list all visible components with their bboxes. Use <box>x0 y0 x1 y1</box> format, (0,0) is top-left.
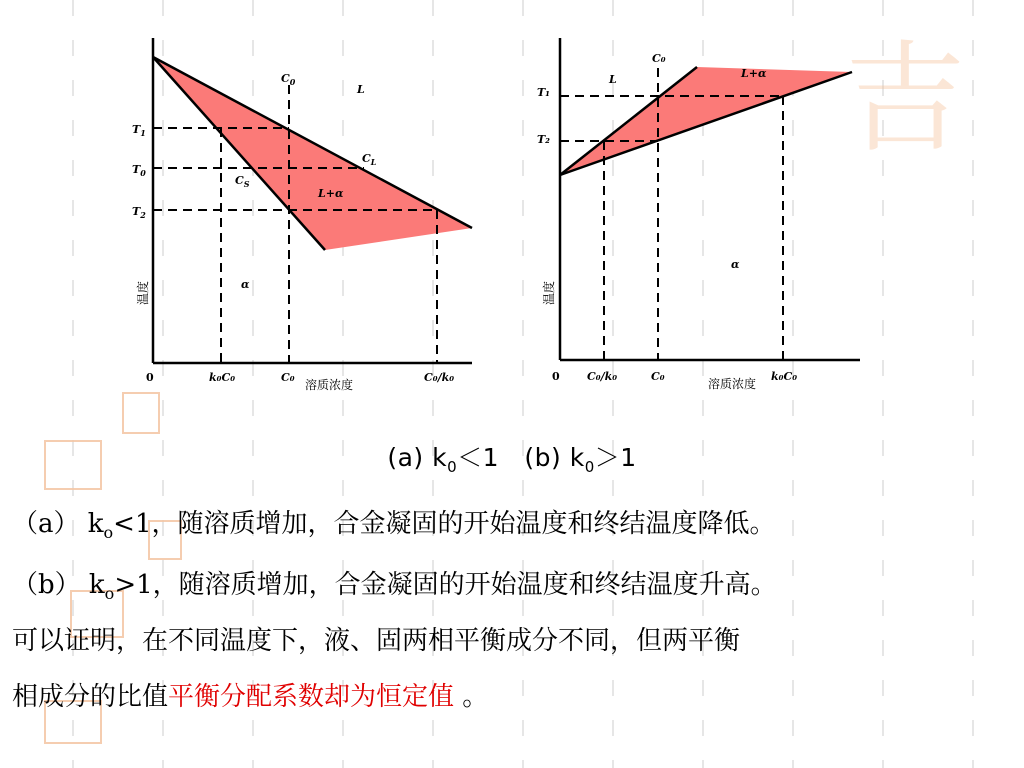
line1-prefix: （a） k <box>12 509 104 539</box>
body-line-2 <box>12 564 1012 603</box>
line4-text: 相成分的比值 <box>12 682 169 712</box>
left-label-alpha: α <box>241 278 250 291</box>
left-y-axis-label: 温度 <box>136 280 150 305</box>
right-label-alpha: α <box>731 258 740 271</box>
right-label-c0-top: C₀ <box>652 52 666 65</box>
left-x-tick-C0: C₀ <box>281 371 295 384</box>
left-phase-diagram <box>132 38 472 392</box>
left-label-two-phase: L+α <box>318 187 344 200</box>
right-label-L: L <box>609 73 617 86</box>
left-label-CS: $C_S$ <box>235 174 250 189</box>
figure-caption <box>0 438 1024 476</box>
left-x-axis-label: 溶质浓度 <box>305 378 354 392</box>
caption-a-prefix: (a) k <box>387 443 448 472</box>
line2-sub: o <box>104 584 115 604</box>
left-label-T1: $T_1$ <box>132 123 146 138</box>
left-x-tick-k0C0: k₀C₀ <box>209 371 236 384</box>
caption-a-suffix: ＜1 <box>457 443 500 472</box>
watermark-logo-top-right: 吉 <box>845 30 965 169</box>
right-label-two-phase: L+α <box>741 67 767 80</box>
left-label-L: L <box>357 83 365 96</box>
right-phase-diagram <box>537 38 860 391</box>
line1-text: ，随溶质增加，合金凝固的开始温度和终结温度降低。 <box>151 509 776 539</box>
right-label-T1: T₁ <box>537 86 551 99</box>
left-label-c0-top: $C_0$ <box>281 72 296 87</box>
caption-b-sub: 0 <box>584 458 595 476</box>
line1-rel: <1 <box>113 509 152 539</box>
line2-text: ，随溶质增加，合金凝固的开始温度和终结温度升高。 <box>152 570 777 600</box>
right-x-axis-label: 溶质浓度 <box>708 377 757 391</box>
body-line-4 <box>12 676 1012 713</box>
left-label-CL: $C_L$ <box>362 152 377 167</box>
line4-end: 。 <box>454 682 489 712</box>
line2-rel: >1 <box>114 570 153 600</box>
body-line-1 <box>12 503 1012 542</box>
right-x-tick-C0: C₀ <box>651 370 665 383</box>
left-x-origin: 0 <box>146 371 154 384</box>
right-x-tick-k0C0: k₀C₀ <box>771 370 798 383</box>
left-label-T0: $T_0$ <box>132 163 146 178</box>
line2-prefix: （b） k <box>12 570 105 600</box>
caption-b-suffix: ＞1 <box>594 443 637 472</box>
right-x-tick-C0k0: C₀/k₀ <box>587 370 618 383</box>
caption-a-sub: 0 <box>447 458 458 476</box>
line3-text: 可以证明，在不同温度下，液、固两相平衡成分不同，但两平衡 <box>12 626 741 656</box>
line1-sub: o <box>103 523 114 543</box>
body-line-3 <box>12 620 1012 657</box>
right-label-T2: T₂ <box>537 133 551 146</box>
left-label-T2: $T_2$ <box>132 205 146 220</box>
right-y-axis-label: 温度 <box>542 280 556 305</box>
line4-highlight: 平衡分配系数却为恒定值 <box>168 682 455 712</box>
left-x-tick-C0k0: C₀/k₀ <box>424 371 455 384</box>
left-two-phase-region <box>153 57 472 250</box>
caption-b-prefix: (b) k <box>524 443 585 472</box>
right-x-origin: 0 <box>552 370 560 383</box>
